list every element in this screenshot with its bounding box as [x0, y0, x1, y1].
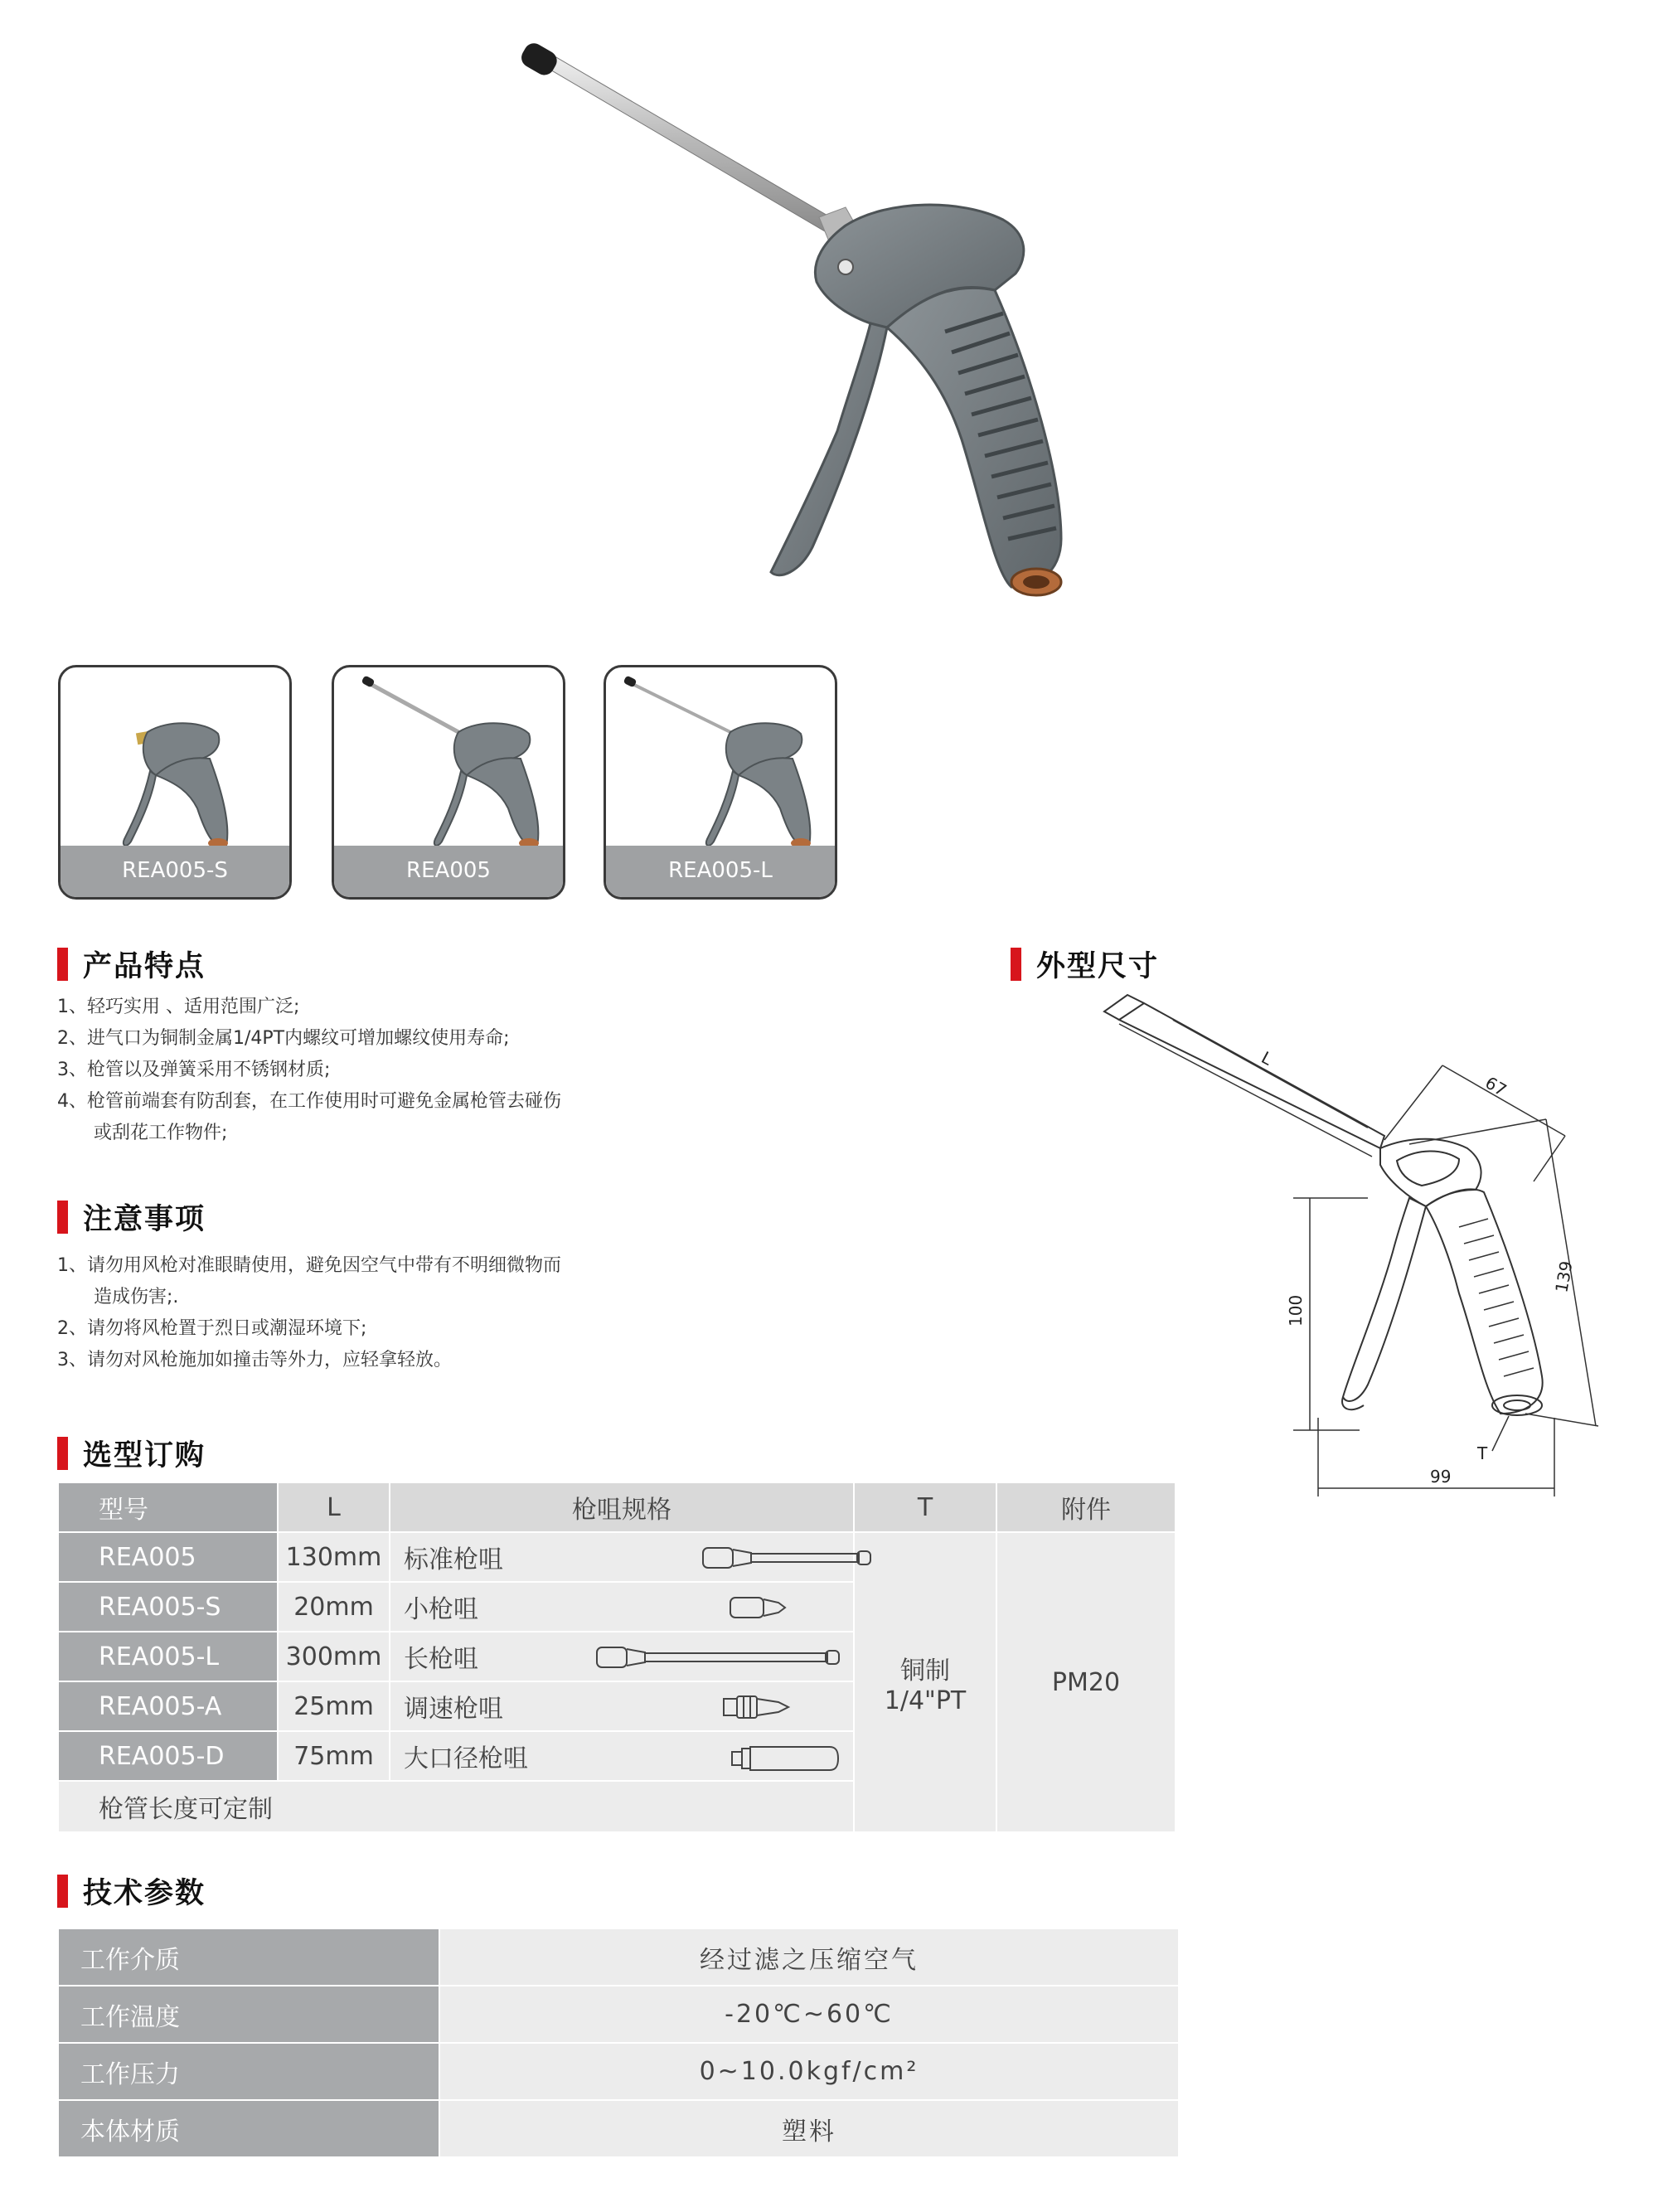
features-list — [57, 992, 561, 1149]
dimensions-title: 外型尺寸 — [1036, 950, 1160, 983]
variant-standard-image — [334, 667, 565, 850]
variant-card-s[interactable] — [58, 665, 292, 900]
note-line: 3、请勿对风枪施加如撞击等外力，应轻拿轻放。 — [57, 1350, 452, 1370]
heading-accent-bar — [57, 1437, 68, 1470]
col-model-header: 型号 — [58, 1482, 278, 1532]
tech-key: 工作介质 — [58, 1928, 439, 1986]
feature-line: 或刮花工作物件; — [94, 1123, 228, 1143]
tech-value: 0~10.0kgf/cm² — [439, 2043, 1179, 2100]
heading-accent-bar — [57, 1201, 68, 1234]
variant-label: REA005-L — [606, 846, 835, 897]
feature-line: 2、进气口为铜制金属1/4PT内螺纹可增加螺纹使用寿命; — [57, 1028, 510, 1049]
model-cell: REA005 — [58, 1532, 278, 1582]
dim-label-139: 139 — [1551, 1259, 1577, 1294]
length-cell: 25mm — [278, 1681, 390, 1731]
dim-label-100: 100 — [1286, 1294, 1306, 1327]
accessory-cell: PM20 — [996, 1532, 1176, 1832]
nozzle-cell — [390, 1681, 854, 1731]
variant-card-l[interactable] — [604, 665, 837, 900]
order-title: 选型订购 — [83, 1439, 206, 1472]
col-nozzle-header: 枪咀规格 — [390, 1482, 854, 1532]
model-cell: REA005-D — [58, 1731, 278, 1781]
tech-key: 本体材质 — [58, 2100, 439, 2157]
nozzle-small-icon — [729, 1594, 795, 1621]
thread-cell — [854, 1532, 996, 1832]
note-line: 1、请勿用风枪对准眼睛使用，避免因空气中带有不明细微物而 — [57, 1255, 561, 1276]
heading-accent-bar — [57, 1875, 68, 1908]
length-cell: 20mm — [278, 1582, 390, 1632]
heading-accent-bar — [1011, 948, 1021, 981]
nozzle-cell — [390, 1582, 854, 1632]
nozzle-standard-icon — [701, 1545, 875, 1571]
dimension-drawing — [1094, 978, 1608, 1526]
model-cell: REA005-S — [58, 1582, 278, 1632]
notes-title: 注意事项 — [83, 1203, 206, 1236]
order-heading — [57, 1436, 206, 1471]
dimensions-heading — [1011, 947, 1159, 982]
tech-value: 塑料 — [439, 2100, 1179, 2157]
features-title: 产品特点 — [83, 950, 206, 983]
nozzle-cell — [390, 1532, 854, 1582]
thread-material: 铜制 — [900, 1656, 950, 1686]
length-cell: 300mm — [278, 1632, 390, 1681]
variant-l-image — [606, 667, 837, 850]
variant-label: REA005-S — [61, 846, 289, 897]
variant-card-standard[interactable] — [332, 665, 565, 900]
nozzle-cell — [390, 1632, 854, 1681]
tech-table — [57, 1928, 1180, 2158]
tech-key: 工作压力 — [58, 2043, 439, 2100]
heading-accent-bar — [57, 948, 68, 981]
table-row — [58, 1532, 1176, 1582]
length-cell: 75mm — [278, 1731, 390, 1781]
tech-title: 技术参数 — [83, 1877, 206, 1910]
variant-label: REA005 — [334, 846, 563, 897]
dim-label-99: 99 — [1430, 1467, 1452, 1487]
table-row — [58, 2043, 1179, 2100]
nozzle-cell — [390, 1731, 854, 1781]
col-accessory-header: 附件 — [996, 1482, 1176, 1532]
col-thread-header: T — [854, 1482, 996, 1532]
nozzle-long-icon — [595, 1644, 844, 1671]
note-line: 造成伤害;. — [94, 1287, 179, 1307]
tech-heading — [57, 1874, 206, 1909]
tech-value: -20℃~60℃ — [439, 1986, 1179, 2043]
feature-line: 4、枪管前端套有防刮套，在工作使用时可避免金属枪管去碰伤 — [57, 1091, 561, 1112]
table-row — [58, 2100, 1179, 2157]
model-cell: REA005-A — [58, 1681, 278, 1731]
order-table — [57, 1482, 1176, 1833]
dim-label-67: 67 — [1481, 1072, 1510, 1101]
feature-line: 3、枪管以及弹簧采用不锈钢材质; — [57, 1060, 331, 1080]
product-main-image — [497, 41, 1127, 614]
order-header-row — [58, 1482, 1176, 1532]
feature-line: 1、轻巧实用 、适用范围广泛; — [57, 997, 300, 1017]
length-cell: 130mm — [278, 1532, 390, 1582]
notes-heading — [57, 1200, 206, 1235]
nozzle-large-bore-icon — [730, 1744, 842, 1773]
nozzle-name: 长枪咀 — [404, 1645, 478, 1674]
nozzle-name: 标准枪咀 — [404, 1545, 503, 1574]
nozzle-adjustable-icon — [722, 1694, 797, 1720]
tech-value: 经过滤之压缩空气 — [439, 1928, 1179, 1986]
table-row — [58, 1928, 1179, 1986]
nozzle-name: 小枪咀 — [404, 1595, 478, 1624]
nozzle-name: 大口径枪咀 — [404, 1744, 528, 1773]
nozzle-name: 调速枪咀 — [404, 1695, 503, 1724]
notes-list — [57, 1250, 561, 1376]
thread-size: 1/4"PT — [884, 1686, 967, 1715]
note-line: 2、请勿将风枪置于烈日或潮湿环境下; — [57, 1318, 367, 1339]
custom-length-note: 枪管长度可定制 — [58, 1781, 854, 1832]
features-heading — [57, 947, 206, 982]
variant-s-image — [61, 667, 292, 850]
dim-label-L: L — [1258, 1047, 1276, 1070]
tech-key: 工作温度 — [58, 1986, 439, 2043]
table-row — [58, 1986, 1179, 2043]
dim-label-T: T — [1477, 1443, 1488, 1463]
model-cell: REA005-L — [58, 1632, 278, 1681]
col-length-header: L — [278, 1482, 390, 1532]
